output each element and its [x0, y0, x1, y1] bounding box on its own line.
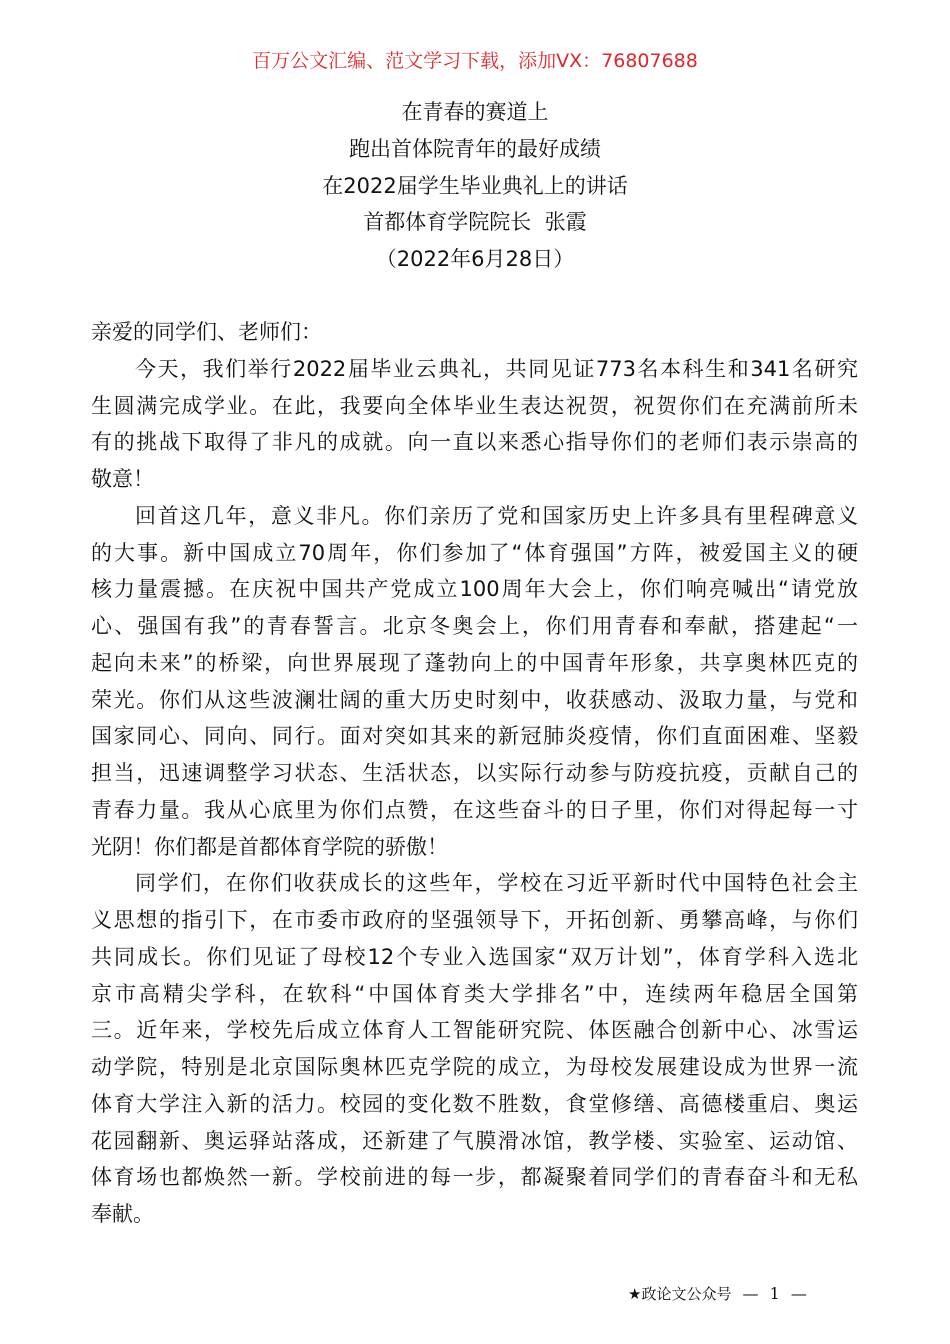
- watermark-banner: 百万公文汇编、范文学习下载，添加VX：76807688: [252, 50, 698, 72]
- paragraph-line: 光阴！你们都是首都体育学院的骄傲！: [91, 834, 448, 859]
- footer-source: ★政论文公众号: [628, 1285, 732, 1303]
- paragraph-line: 敬意！: [91, 467, 154, 491]
- paragraph-line: 生圆满完成学业。在此，我要向全体毕业生表达祝贺，祝贺你们在充满前所未: [91, 393, 858, 418]
- footer-dash: —: [742, 1284, 759, 1303]
- paragraph-line: 义思想的指引下，在市委市政府的坚强领导下，开拓创新、勇攀高峰，与你们: [91, 908, 858, 932]
- footer-dash: —: [790, 1284, 807, 1303]
- speech-body: [91, 314, 858, 1233]
- page-number: 1: [769, 1284, 780, 1303]
- paragraph-line: 青春力量。我从心底里为你们点赞，在这些奋斗的日子里，你们对得起每一寸: [91, 797, 858, 822]
- paragraph: [91, 314, 858, 351]
- paragraph-line: 奉献。: [91, 1202, 154, 1226]
- paragraph-line: 今天，我们举行2022届毕业云典礼，共同见证773名本科生和341名研究: [135, 356, 858, 381]
- paragraph: [91, 351, 858, 498]
- paragraph-line: 荣光。你们从这些波澜壮阔的重大历史时刻中，收获感动、汲取力量，与党和: [91, 687, 858, 712]
- paragraph-line: 亲爱的同学们、老师们：: [91, 320, 322, 344]
- paragraph-line: 同学们，在你们收获成长的这些年，学校在习近平新时代中国特色社会主: [135, 871, 858, 896]
- paragraph-line: 担当，迅速调整学习状态、生活状态，以实际行动参与防疫抗疫，贡献自己的: [91, 761, 858, 785]
- paragraph-line: 国家同心、同向、同行。面对突如其来的新冠肺炎疫情，你们直面困难、坚毅: [91, 724, 858, 749]
- author-line: 首都体育学院院长 张霞: [363, 210, 587, 235]
- paragraph-line: 有的挑战下取得了非凡的成就。向一直以来悉心指导你们的老师们表示崇高的: [91, 430, 858, 455]
- paragraph-line: 京市高精尖学科，在软科“中国体育类大学排名”中，连续两年稳居全国第: [91, 981, 858, 1006]
- title-line: 在青春的赛道上: [401, 100, 549, 124]
- paragraph-line: 体育场也都焕然一新。学校前进的每一步，都凝聚着同学们的青春奋斗和无私: [91, 1165, 858, 1190]
- paragraph-line: 的大事。新中国成立70周年，你们参加了“体育强国”方阵，被爱国主义的硬: [91, 540, 858, 565]
- paragraph-line: 回首这几年，意义非凡。你们亲历了党和国家历史上许多具有里程碑意义: [135, 503, 858, 528]
- paragraph-line: 起向未来”的桥梁，向世界展现了蓬勃向上的中国青年形象，共享奥林匹克的: [91, 650, 858, 675]
- paragraph-line: 核力量震撼。在庆祝中国共产党成立100周年大会上，你们响亮喊出“请党放: [91, 577, 858, 602]
- paragraph-line: 三。近年来，学校先后成立体育人工智能研究院、体医融合创新中心、冰雪运: [91, 1018, 858, 1043]
- paragraph-line: 共同成长。你们见证了母校12个专业入选国家“双万计划”，体育学科入选北: [91, 944, 858, 969]
- date-line: （2022年6月28日）: [375, 247, 575, 272]
- paragraph-line: 动学院，特别是北京国际奥林匹克学院的成立，为母校发展建设成为世界一流: [91, 1055, 858, 1079]
- title-line: 跑出首体院青年的最好成绩: [349, 136, 601, 161]
- paragraph: [91, 865, 858, 1233]
- paragraph-line: 心、强国有我”的青春誓言。北京冬奥会上，你们用青春和奉献，搭建起“一: [91, 614, 858, 638]
- paragraph-line: 花园翻新、奥运驿站落成，还新建了气膜滑冰馆，教学楼、实验室、运动馆、: [91, 1128, 858, 1153]
- paragraph-line: 体育大学注入新的活力。校园的变化数不胜数，食堂修缮、高德楼重启、奥运: [91, 1091, 858, 1116]
- paragraph: [91, 498, 858, 866]
- title-line: 在2022届学生毕业典礼上的讲话: [322, 173, 628, 198]
- speech-title: [0, 94, 950, 278]
- page-footer: [628, 1283, 813, 1304]
